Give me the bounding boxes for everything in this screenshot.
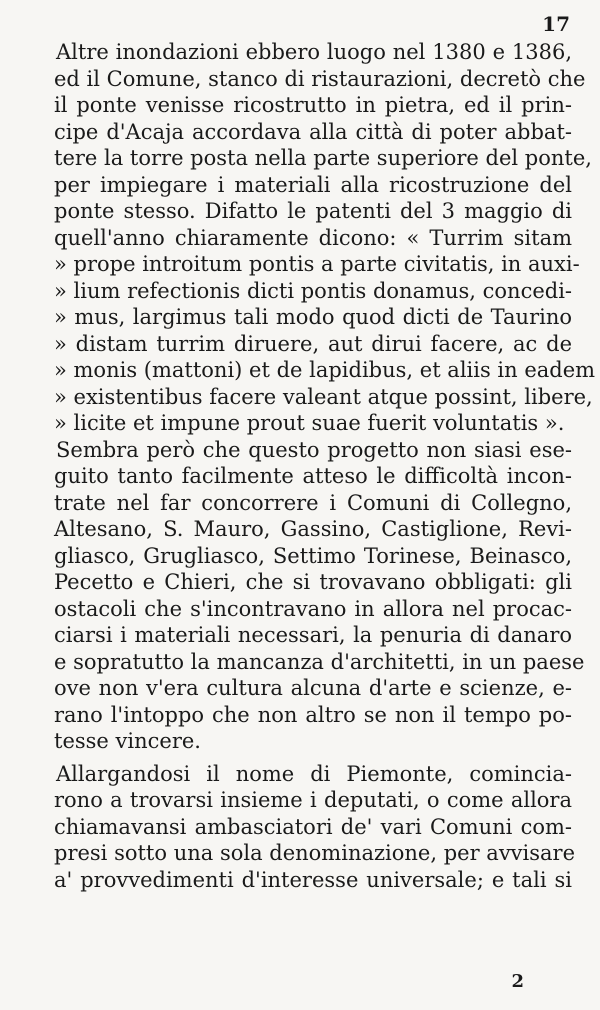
text-line: Altre inondazioni ebbero luogo nel 1380 e 1386, <box>56 40 572 64</box>
text-line: presi sotto una sola denominazione, per avvisare <box>54 841 576 865</box>
text-line: chiamavansi ambasciatori de' vari Comuni com- <box>54 814 572 839</box>
text-line: gliasco, Grugliasco, Settimo Torinese, Beinasco, <box>54 543 572 568</box>
text-line: Pecetto e Chieri, che si trovavano obbligati: gli <box>54 570 572 594</box>
text-line: e sopratutto la mancanza d'architetti, in un paese <box>54 649 585 674</box>
text-line: ciarsi i materiali necessari, la penuria di danaro <box>54 623 572 647</box>
text-line: ove non v'era cultura alcuna d'arte e scienze, e- <box>54 676 572 700</box>
text-line: » mus, largimus tali modo quod dicti de Taurino <box>54 305 572 329</box>
page-number: 17 <box>542 12 570 36</box>
text-line: » prope introitum pontis a parte civitatis, in auxi- <box>54 252 580 276</box>
text-line: ed il Comune, stanco di ristaurazioni, decretò che <box>54 66 586 91</box>
text-line: » monis (mattoni) et de lapidibus, et aliis in eadem <box>54 358 596 382</box>
text-line: rano l'intoppo che non altro se non il tempo po- <box>54 702 572 727</box>
text-line: ostacoli che s'incontravano in allora nel procac- <box>54 596 572 621</box>
text-line: » existentibus facere valeant atque possint, libere, <box>54 384 593 409</box>
text-line: tere la torre posta nella parte superiore del ponte, <box>54 146 592 170</box>
paragraph-1 <box>54 39 596 437</box>
text-line: trate nel far concorrere i Comuni di Collegno, <box>54 490 572 515</box>
text-line: Altesano, S. Mauro, Gassino, Castiglione, Revi- <box>54 517 572 541</box>
signature-mark: 2 <box>511 971 524 992</box>
text-line: cipe d'Acaja accordava alla città di poter abbat- <box>54 119 572 144</box>
text-line: tesse vincere. <box>54 729 201 753</box>
text-line: per impiegare i materiali alla ricostruzione del <box>54 172 572 197</box>
text-line: guito tanto facilmente atteso le difficoltà incon- <box>54 464 572 488</box>
text-line: il ponte venisse ricostrutto in pietra, ed il prin- <box>54 93 572 117</box>
text-line: » licite et impune prout suae fuerit voluntatis ». <box>54 411 565 435</box>
text-line: quell'anno chiaramente dicono: « Turrim sitam <box>54 225 572 250</box>
text-line: » distam turrim diruere, aut dirui facere, ac de <box>54 331 572 356</box>
text-line: a' provvedimenti d'interesse universale; e tali si <box>54 867 572 892</box>
paragraph-3 <box>54 761 576 894</box>
body-text <box>54 39 596 893</box>
text-line: » lium refectionis dicti pontis donamus, concedi- <box>54 278 573 303</box>
text-line: rono a trovarsi insieme i deputati, o come allora <box>54 788 572 812</box>
text-line: ponte stesso. Difatto le patenti del 3 maggio di <box>54 199 572 223</box>
text-line: Sembra però che questo progetto non siasi ese- <box>56 437 572 462</box>
paragraph-2 <box>54 437 585 755</box>
text-line: Allargandosi il nome di Piemonte, comincia- <box>56 761 572 786</box>
